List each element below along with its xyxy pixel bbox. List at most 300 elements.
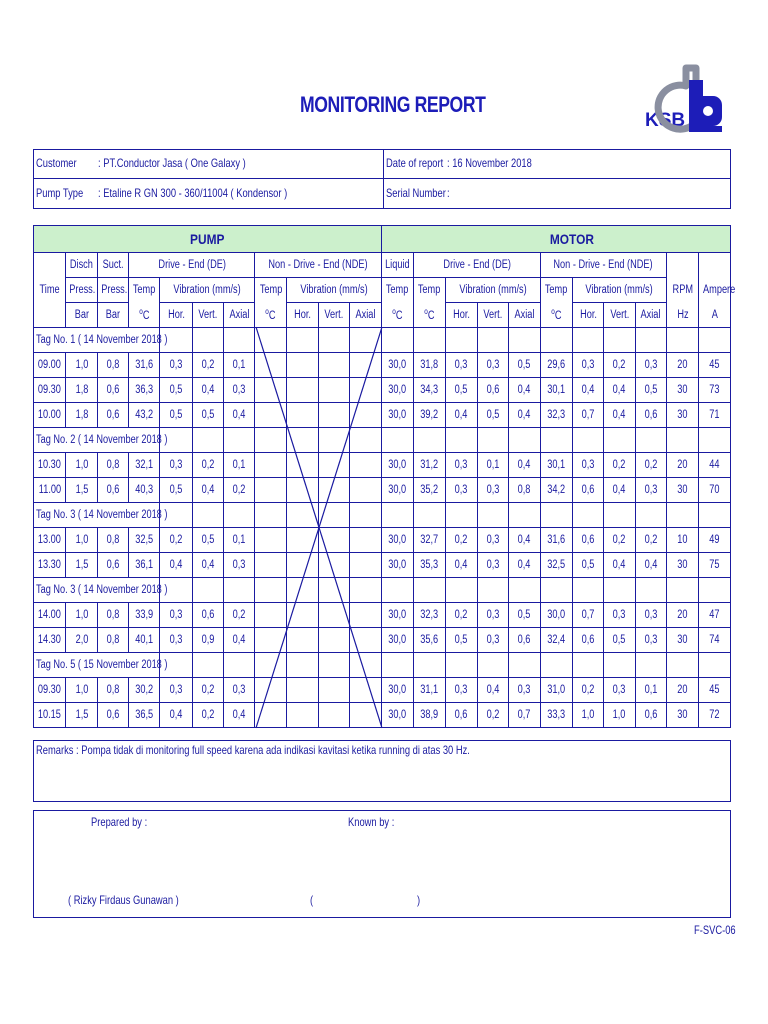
value-cell: 40,1: [129, 628, 160, 653]
value-cell: 0,6: [97, 403, 128, 428]
known-by-close-paren: ): [417, 893, 421, 907]
value-cell: 0,2: [224, 603, 255, 628]
empty-cell: [319, 703, 350, 728]
value-cell: 0,5: [160, 403, 192, 428]
empty-cell: [319, 678, 350, 703]
value-cell: 1,0: [572, 703, 603, 728]
info-box: [33, 149, 731, 209]
value-cell: 0,3: [160, 603, 192, 628]
tag-label: Tag No. 3 ( 14 November 2018 ): [34, 503, 160, 528]
value-cell: 0,8: [97, 603, 128, 628]
value-cell: 0,7: [572, 403, 603, 428]
empty-cell: [319, 353, 350, 378]
value-cell: 0,7: [572, 603, 603, 628]
value-cell: 0,6: [192, 603, 223, 628]
value-cell: 20: [667, 353, 699, 378]
tag-row: [34, 328, 731, 353]
value-cell: 0,3: [477, 478, 508, 503]
serial-label: Serial Number: [386, 186, 446, 200]
value-cell: 2,0: [66, 628, 97, 653]
value-cell: 39,2: [414, 403, 445, 428]
value-cell: 1,0: [66, 353, 97, 378]
empty-cell: [319, 403, 350, 428]
prepared-by-name: ( Rizky Firdaus Gunawan ): [68, 893, 179, 907]
value-cell: 0,3: [477, 353, 508, 378]
value-cell: 0,3: [509, 678, 540, 703]
value-cell: 1,0: [66, 453, 97, 478]
pump-de-header: Drive - End (DE): [129, 253, 255, 278]
value-cell: 0,5: [160, 378, 192, 403]
value-cell: 32,7: [414, 528, 445, 553]
value-cell: 31,6: [129, 353, 160, 378]
empty-cell: [350, 528, 381, 553]
value-cell: 0,2: [192, 453, 223, 478]
value-cell: 0,2: [635, 453, 666, 478]
empty-cell: [255, 378, 286, 403]
empty-cell: [319, 453, 350, 478]
celsius-unit: $^o$C: [392, 307, 403, 323]
value-cell: 0,4: [477, 678, 508, 703]
value-cell: 30,0: [381, 403, 413, 428]
empty-cell: [255, 453, 286, 478]
known-by-open-paren: (: [310, 893, 314, 907]
value-cell: 0,4: [160, 703, 192, 728]
value-cell: 30,0: [381, 628, 413, 653]
value-cell: 30: [667, 478, 699, 503]
value-cell: 0,5: [572, 553, 603, 578]
empty-cell: [286, 478, 318, 503]
value-cell: 0,1: [224, 528, 255, 553]
empty-cell: [350, 478, 381, 503]
value-cell: 45: [699, 678, 731, 703]
pump-nde-vibration: Vibration (mm/s): [286, 278, 381, 303]
empty-cell: [255, 603, 286, 628]
pump-de-vibration: Vibration (mm/s): [160, 278, 255, 303]
value-cell: 1,5: [66, 703, 97, 728]
time-cell: 10.15: [34, 703, 66, 728]
value-cell: 0,3: [224, 378, 255, 403]
value-cell: 0,8: [97, 453, 128, 478]
time-cell: 10.00: [34, 403, 66, 428]
empty-cell: [255, 478, 286, 503]
col-rpm: RPM: [667, 253, 699, 303]
value-cell: 0,4: [445, 553, 477, 578]
tag-row: [34, 578, 731, 603]
value-cell: 0,2: [160, 528, 192, 553]
value-cell: 0,5: [445, 628, 477, 653]
value-cell: 0,4: [224, 703, 255, 728]
value-cell: 0,4: [604, 378, 635, 403]
empty-cell: [350, 453, 381, 478]
celsius-unit: $^o$C: [139, 307, 150, 323]
empty-cell: [286, 378, 318, 403]
value-cell: 0,6: [572, 628, 603, 653]
value-cell: 0,3: [445, 453, 477, 478]
value-cell: 0,6: [97, 378, 128, 403]
motor-de-vibration: Vibration (mm/s): [445, 278, 540, 303]
tag-label: Tag No. 3 ( 14 November 2018 ): [34, 578, 160, 603]
empty-cell: [319, 603, 350, 628]
value-cell: 33,9: [129, 603, 160, 628]
empty-cell: [255, 528, 286, 553]
value-cell: 0,2: [604, 453, 635, 478]
value-cell: 0,3: [477, 603, 508, 628]
time-cell: 13.30: [34, 553, 66, 578]
value-cell: 45: [699, 353, 731, 378]
celsius-unit: $^o$C: [424, 307, 435, 323]
value-cell: 0,8: [97, 528, 128, 553]
value-cell: 1,5: [66, 478, 97, 503]
empty-cell: [350, 678, 381, 703]
value-cell: 20: [667, 678, 699, 703]
value-cell: 31,6: [540, 528, 572, 553]
value-cell: 0,3: [604, 678, 635, 703]
empty-cell: [255, 353, 286, 378]
empty-cell: [286, 403, 318, 428]
value-cell: 0,4: [635, 553, 666, 578]
empty-cell: [319, 478, 350, 503]
value-cell: 47: [699, 603, 731, 628]
known-by-label: Known by :: [348, 815, 395, 829]
table-row: [34, 378, 731, 403]
value-cell: 31,2: [414, 453, 445, 478]
value-cell: 0,3: [477, 553, 508, 578]
table-row: [34, 453, 731, 478]
time-cell: 10.30: [34, 453, 66, 478]
col-suct: Suct.: [97, 253, 128, 278]
value-cell: 0,1: [224, 353, 255, 378]
value-cell: 0,3: [445, 353, 477, 378]
value-cell: 0,2: [604, 353, 635, 378]
table-row: [34, 478, 731, 503]
value-cell: 0,6: [97, 703, 128, 728]
value-cell: 74: [699, 628, 731, 653]
value-cell: 0,3: [635, 353, 666, 378]
value-cell: 0,6: [635, 403, 666, 428]
value-cell: 35,2: [414, 478, 445, 503]
value-cell: 30,2: [129, 678, 160, 703]
empty-cell: [286, 553, 318, 578]
value-cell: 30: [667, 378, 699, 403]
value-cell: 30,0: [381, 453, 413, 478]
value-cell: 0,5: [635, 378, 666, 403]
value-cell: 43,2: [129, 403, 160, 428]
value-cell: 30,0: [381, 603, 413, 628]
value-cell: 0,3: [477, 628, 508, 653]
empty-cell: [255, 703, 286, 728]
value-cell: 0,8: [97, 678, 128, 703]
value-cell: 31,8: [414, 353, 445, 378]
table-row: [34, 553, 731, 578]
value-cell: 32,4: [540, 628, 572, 653]
empty-cell: [255, 403, 286, 428]
value-cell: 1,0: [66, 528, 97, 553]
empty-cell: [350, 553, 381, 578]
empty-cell: [319, 628, 350, 653]
value-cell: 34,3: [414, 378, 445, 403]
value-cell: 0,5: [509, 353, 540, 378]
value-cell: 0,1: [477, 453, 508, 478]
value-cell: 44: [699, 453, 731, 478]
date-value: : 16 November 2018: [447, 156, 532, 170]
value-cell: 0,4: [604, 553, 635, 578]
value-cell: 0,6: [635, 703, 666, 728]
value-cell: 0,2: [635, 528, 666, 553]
value-cell: 30,0: [381, 553, 413, 578]
value-cell: 1,0: [66, 678, 97, 703]
value-cell: 0,4: [509, 378, 540, 403]
value-cell: 0,8: [97, 353, 128, 378]
value-cell: 0,4: [160, 553, 192, 578]
value-cell: 36,5: [129, 703, 160, 728]
empty-cell: [286, 703, 318, 728]
value-cell: 32,5: [129, 528, 160, 553]
value-cell: 0,3: [572, 353, 603, 378]
col-liquid: Liquid: [381, 253, 413, 278]
value-cell: 0,1: [224, 453, 255, 478]
value-cell: 29,6: [540, 353, 572, 378]
empty-cell: [319, 553, 350, 578]
table-row: [34, 528, 731, 553]
tag-row: [34, 653, 731, 678]
value-cell: 0,8: [97, 628, 128, 653]
value-cell: 36,1: [129, 553, 160, 578]
value-cell: 72: [699, 703, 731, 728]
value-cell: 30: [667, 403, 699, 428]
value-cell: 32,3: [540, 403, 572, 428]
value-cell: 0,5: [477, 403, 508, 428]
value-cell: 49: [699, 528, 731, 553]
empty-cell: [255, 553, 286, 578]
value-cell: 0,3: [635, 628, 666, 653]
remarks-box: Remarks : Pompa tidak di monitoring full speed karena ada indikasi kavitasi ketika running di atas 30 Hz.: [33, 740, 731, 802]
value-cell: 75: [699, 553, 731, 578]
empty-cell: [350, 628, 381, 653]
value-cell: 0,3: [160, 678, 192, 703]
value-cell: 30,0: [381, 353, 413, 378]
table-row: [34, 678, 731, 703]
value-cell: 0,2: [604, 528, 635, 553]
time-cell: 09.00: [34, 353, 66, 378]
value-cell: 0,2: [224, 478, 255, 503]
value-cell: 32,3: [414, 603, 445, 628]
value-cell: 20: [667, 603, 699, 628]
col-disch: Disch: [66, 253, 97, 278]
value-cell: 0,4: [192, 378, 223, 403]
table-row: [34, 628, 731, 653]
value-cell: 30: [667, 553, 699, 578]
value-cell: 0,4: [509, 553, 540, 578]
value-cell: 0,3: [635, 478, 666, 503]
value-cell: 30,0: [381, 678, 413, 703]
value-cell: 30: [667, 628, 699, 653]
value-cell: 0,4: [604, 478, 635, 503]
value-cell: 0,5: [604, 628, 635, 653]
empty-cell: [350, 378, 381, 403]
prepared-by-label: Prepared by :: [91, 815, 148, 829]
value-cell: 0,2: [572, 678, 603, 703]
value-cell: 0,2: [477, 703, 508, 728]
empty-cell: [286, 453, 318, 478]
table-row: [34, 403, 731, 428]
customer-value: : PT.Conductor Jasa ( One Galaxy ): [98, 156, 246, 170]
col-time: Time: [34, 253, 66, 328]
empty-cell: [350, 403, 381, 428]
empty-cell: [319, 378, 350, 403]
value-cell: 0,4: [192, 478, 223, 503]
motor-nde-vibration: Vibration (mm/s): [572, 278, 666, 303]
time-cell: 13.00: [34, 528, 66, 553]
value-cell: 35,3: [414, 553, 445, 578]
value-cell: 0,6: [509, 628, 540, 653]
value-cell: 0,6: [97, 553, 128, 578]
form-code: F-SVC-06: [694, 923, 736, 937]
value-cell: 30,1: [540, 453, 572, 478]
value-cell: 1,0: [604, 703, 635, 728]
value-cell: 0,5: [192, 403, 223, 428]
value-cell: 0,1: [635, 678, 666, 703]
value-cell: 0,4: [224, 403, 255, 428]
time-cell: 14.00: [34, 603, 66, 628]
empty-cell: [350, 703, 381, 728]
value-cell: 0,9: [192, 628, 223, 653]
value-cell: 0,4: [224, 628, 255, 653]
value-cell: 32,5: [540, 553, 572, 578]
value-cell: 0,3: [572, 453, 603, 478]
value-cell: 0,3: [445, 478, 477, 503]
value-cell: 30,1: [540, 378, 572, 403]
value-cell: 1,0: [66, 603, 97, 628]
value-cell: 30,0: [381, 378, 413, 403]
value-cell: 0,3: [160, 353, 192, 378]
value-cell: 31,0: [540, 678, 572, 703]
pump-group-header: PUMP: [34, 226, 382, 253]
motor-de-header: Drive - End (DE): [414, 253, 540, 278]
pump-type-value: : Etaline R GN 300 - 360/11004 ( Kondensor ): [98, 186, 288, 200]
tag-label: Tag No. 5 ( 15 November 2018 ): [34, 653, 160, 678]
value-cell: 0,4: [509, 403, 540, 428]
signature-box: [33, 810, 731, 918]
time-cell: 14.30: [34, 628, 66, 653]
empty-cell: [286, 353, 318, 378]
table-row: [34, 703, 731, 728]
time-cell: 09.30: [34, 378, 66, 403]
empty-cell: [350, 603, 381, 628]
value-cell: 34,2: [540, 478, 572, 503]
date-label: Date of report: [386, 156, 444, 170]
empty-cell: [286, 628, 318, 653]
value-cell: 30,0: [381, 478, 413, 503]
value-cell: 30,0: [381, 528, 413, 553]
value-cell: 33,3: [540, 703, 572, 728]
pump-nde-header: Non - Drive - End (NDE): [255, 253, 381, 278]
value-cell: 32,1: [129, 453, 160, 478]
value-cell: 0,2: [445, 528, 477, 553]
value-cell: 30,0: [540, 603, 572, 628]
tag-row: [34, 503, 731, 528]
value-cell: 0,6: [572, 478, 603, 503]
value-cell: 0,6: [477, 378, 508, 403]
serial-value: :: [447, 186, 450, 200]
empty-cell: [319, 528, 350, 553]
tag-row: [34, 428, 731, 453]
value-cell: 0,2: [445, 603, 477, 628]
value-cell: 0,3: [160, 628, 192, 653]
value-cell: 38,9: [414, 703, 445, 728]
time-cell: 11.00: [34, 478, 66, 503]
pump-type-label: Pump Type: [36, 186, 84, 200]
value-cell: 10: [667, 528, 699, 553]
value-cell: 0,4: [445, 403, 477, 428]
value-cell: 40,3: [129, 478, 160, 503]
value-cell: 0,4: [572, 378, 603, 403]
value-cell: 31,1: [414, 678, 445, 703]
empty-cell: [350, 353, 381, 378]
value-cell: 0,4: [509, 453, 540, 478]
monitoring-table: PUMP MOTOR Time Disch Suct. Drive - End (DE) Non - Drive - End (NDE) Liquid Drive - End (DE) Non - Drive - End (NDE) RPM Ampere Press. Press. Temp Vibration (mm/s) Temp Vibration (mm/s) Temp Temp Vibration (mm/s) Temp Vibration (mm/s) Bar Bar $^o$C Hor. Vert. Axial $^o$C Hor. Vert. Axial $^o$C $^o$C Hor. Vert. Axial $^o$C Hor. Vert. Axial Hz A Tag No. 1 ( 14 November 2018 ) 09.00 1,0 0,8 31,6 0,3 0,2 0,1 30,0 31,8 0,3 0,3 0,5 29,6 0,3 0,2 0,3 20 45 09.30 1,8 0,6 36,3 0,5 0,4 0,3 30,0 34,3 0,5 0,6 0,4 30,1 0,4 0,4 0,5 30 73 10.00 1,8 0,6 43,2 0,5 0,5 0,4 30,0 39,2 0,4 0,5 0,4 32,3 0,7 0,4 0,6 30 71 Tag No. 2 ( 14 November 2018 ) 10.30 1,0 0,8 32,1 0,3 0,2 0,1 30,0 31,2 0,3 0,1 0,4 30,1 0,3 0,2 0,2 20 44 11.00 1,5 0,6 40,3 0,5 0,4 0,2 30,0 35,2 0,3 0,3 0,8 34,2 0,6 0,4 0,3 30 70 Tag No. 3 ( 14 November 2018 ) 13.00 1,0 0,8 32,5 0,2 0,5 0,1 30,0 32,7 0,2 0,3 0,4 31,6 0,6 0,2 0,2 10 49 13.30 1,5 0,6 36,1 0,4 0,4 0,3 30,0 35,3 0,4 0,3 0,4 32,5 0,5 0,4 0,4 30 75 Tag No. 3 ( 14 November 2018 ) 14.00 1,0 0,8 33,9 0,3 0,6 0,2 30,0 32,3 0,2 0,3 0,5 30,0 0,7 0,3 0,3 20 47 14.30 2,0 0,8 40,1 0,3 0,9 0,4 30,0 35,6 0,5 0,3 0,6 32,4 0,6 0,5 0,3 30 74 Tag No. 5 ( 15 November 2018 ) 09.30 1,0 0,8 30,2 0,3 0,2 0,3 30,0 31,1 0,3 0,4 0,3 31,0 0,2 0,3 0,1 20 45 10.15 1,5 0,6 36,5 0,4 0,2 0,4 30,0 38,9 0,6 0,2 0,7 33,3 1,0 1,0 0,6 30 72: [33, 225, 731, 728]
motor-group-header: MOTOR: [414, 226, 731, 253]
celsius-unit: $^o$C: [551, 307, 562, 323]
value-cell: 0,5: [509, 603, 540, 628]
report-title: MONITORING REPORT: [300, 92, 486, 117]
value-cell: 0,2: [192, 678, 223, 703]
table-row: [34, 353, 731, 378]
celsius-unit: $^o$C: [265, 307, 276, 323]
value-cell: 0,6: [572, 528, 603, 553]
time-cell: 09.30: [34, 678, 66, 703]
value-cell: 0,2: [192, 353, 223, 378]
value-cell: 30,0: [381, 703, 413, 728]
empty-cell: [286, 678, 318, 703]
value-cell: 0,5: [192, 528, 223, 553]
value-cell: 0,6: [97, 478, 128, 503]
empty-cell: [286, 528, 318, 553]
value-cell: 0,4: [509, 528, 540, 553]
value-cell: 70: [699, 478, 731, 503]
value-cell: 0,3: [477, 528, 508, 553]
empty-cell: [255, 628, 286, 653]
value-cell: 0,7: [509, 703, 540, 728]
value-cell: 0,4: [192, 553, 223, 578]
value-cell: 0,5: [160, 478, 192, 503]
value-cell: 0,3: [445, 678, 477, 703]
value-cell: 0,3: [160, 453, 192, 478]
value-cell: 0,3: [224, 553, 255, 578]
table-row: [34, 603, 731, 628]
value-cell: 73: [699, 378, 731, 403]
empty-cell: [255, 678, 286, 703]
ksb-logo: [645, 66, 729, 134]
value-cell: 0,4: [604, 403, 635, 428]
value-cell: 20: [667, 453, 699, 478]
value-cell: 1,8: [66, 378, 97, 403]
customer-label: Customer: [36, 156, 77, 170]
motor-nde-header: Non - Drive - End (NDE): [540, 253, 666, 278]
col-ampere: Ampere: [699, 253, 731, 303]
value-cell: 71: [699, 403, 731, 428]
value-cell: 1,5: [66, 553, 97, 578]
value-cell: 0,6: [445, 703, 477, 728]
value-cell: 35,6: [414, 628, 445, 653]
value-cell: 0,3: [635, 603, 666, 628]
empty-cell: [286, 603, 318, 628]
tag-label: Tag No. 1 ( 14 November 2018 ): [34, 328, 160, 353]
value-cell: 0,3: [224, 678, 255, 703]
value-cell: 36,3: [129, 378, 160, 403]
value-cell: 0,2: [192, 703, 223, 728]
value-cell: 0,3: [604, 603, 635, 628]
tag-label: Tag No. 2 ( 14 November 2018 ): [34, 428, 160, 453]
